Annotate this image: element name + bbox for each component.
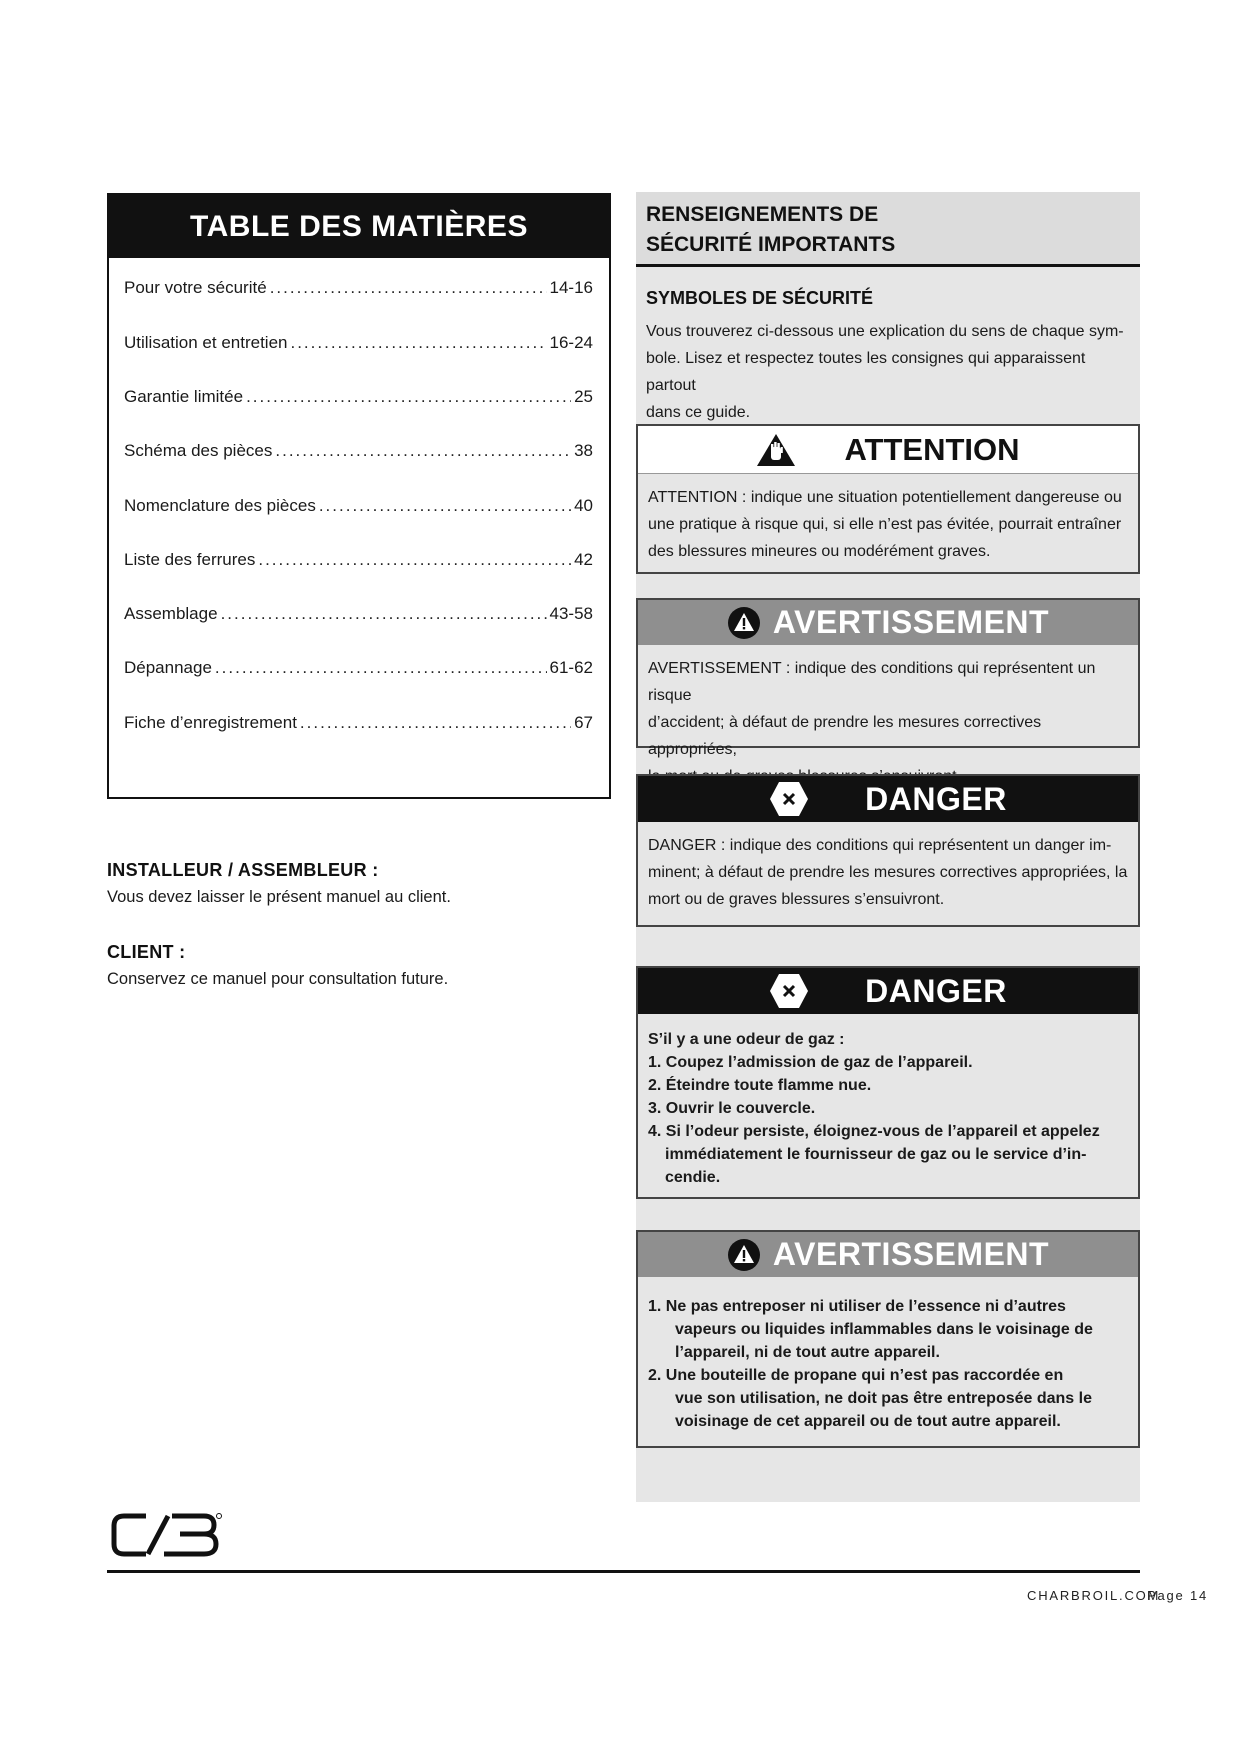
- danger-box: [636, 774, 1140, 927]
- client-text: Conservez ce manuel pour consultation future.: [107, 970, 449, 988]
- text-line: mort ou de graves blessures s’ensuivront.: [648, 891, 945, 908]
- toc-entry-label: Schéma des pièces: [124, 441, 273, 460]
- safety-header: [636, 192, 1140, 267]
- toc-entry-page: 38: [574, 441, 593, 460]
- safety-title: [646, 200, 1006, 260]
- toc-entry[interactable]: [124, 550, 593, 570]
- list-item: 2. Une bouteille de propane qui n’est pas raccordée en: [648, 1367, 1064, 1384]
- toc-entry-label: Pour votre sécurité: [124, 278, 267, 297]
- toc-entry-page: 67: [574, 713, 593, 732]
- toc-entry-label: Liste des ferrures: [124, 550, 256, 569]
- attention-header: [638, 426, 1138, 474]
- symbols-line: bole. Lisez et respectez toutes les consignes qui apparaissent partout: [646, 350, 1086, 394]
- text-line: des blessures mineures ou modérément graves.: [648, 543, 991, 560]
- table-of-contents: [107, 193, 611, 799]
- text-line: ATTENTION : indique une situation potentiellement dangereuse ou: [648, 489, 1122, 506]
- warning-header: [638, 1232, 1138, 1277]
- text-line: DANGER : indique des conditions qui représentent un danger im-: [648, 837, 1112, 854]
- toc-entry-label: Dépannage: [124, 658, 212, 677]
- danger-hexagon-icon: [769, 973, 809, 1009]
- propane-warning-text: [638, 1277, 1138, 1433]
- warning-box: [636, 598, 1140, 758]
- list-item-cont: immédiatement le fournisseur de gaz ou le service d’in-: [665, 1146, 1087, 1163]
- toc-entry-label: Assemblage: [124, 604, 218, 623]
- attention-text: [638, 474, 1138, 565]
- danger-text: [638, 822, 1138, 913]
- safety-title-line: RENSEIGNEMENTS DE: [646, 203, 879, 226]
- list-item: 2. Éteindre toute flamme nue.: [648, 1077, 872, 1094]
- safety-title-line: SÉCURITÉ IMPORTANTS: [646, 233, 896, 256]
- symbols-line: dans ce guide.: [646, 404, 751, 421]
- toc-entry[interactable]: [124, 496, 593, 516]
- toc-entry[interactable]: [124, 713, 593, 733]
- footer-url[interactable]: CHARBROIL.COM: [1027, 1588, 1161, 1603]
- toc-entry[interactable]: [124, 278, 593, 298]
- footer-rule: [107, 1570, 1140, 1573]
- symbols-text: [646, 318, 1134, 426]
- toc-entry-page: 25: [574, 387, 593, 406]
- list-item-cont: voisinage de cet appareil ou de tout autre appareil.: [675, 1413, 1061, 1430]
- toc-entry-page: 16-24: [549, 333, 593, 352]
- danger-hexagon-icon: [769, 781, 809, 817]
- toc-entry-page: 14-16: [549, 278, 593, 297]
- safety-column: [636, 192, 1140, 1502]
- text-line: une pratique à risque qui, si elle n’est pas évitée, pourrait entraîner: [648, 516, 1122, 533]
- text-line: d’accident; à défaut de prendre les mesures correctives appropriées,: [648, 714, 1042, 758]
- warning-triangle-icon: [727, 1238, 761, 1272]
- toc-entry-page: 43-58: [549, 604, 593, 623]
- text-line: AVERTISSEMENT : indique des conditions qui représentent un risque: [648, 660, 1096, 704]
- toc-entry[interactable]: [124, 604, 593, 624]
- danger-label: DANGER: [865, 780, 1007, 817]
- toc-entry[interactable]: [124, 441, 593, 461]
- client-heading: CLIENT :: [107, 942, 186, 962]
- list-item: 4. Si l’odeur persiste, éloignez-vous de l’appareil et appelez: [648, 1123, 1100, 1140]
- list-item-cont: vue son utilisation, ne doit pas être entreposée dans le: [675, 1390, 1092, 1407]
- list-item: 1. Coupez l’admission de gaz de l’appareil.: [648, 1054, 973, 1071]
- list-item: 1. Ne pas entreposer ni utiliser de l’essence ni d’autres: [648, 1298, 1066, 1315]
- warning-label: AVERTISSEMENT: [772, 604, 1050, 640]
- toc-entry[interactable]: [124, 658, 593, 678]
- toc-entry-page: 42: [574, 550, 593, 569]
- danger-header: [638, 776, 1138, 822]
- toc-title: TABLE DES MATIÈRES: [109, 195, 609, 258]
- list-item-cont: vapeurs ou liquides inflammables dans le voisinage de: [675, 1321, 1093, 1338]
- symbols-line: Vous trouverez ci-dessous une explication du sens de chaque sym-: [646, 323, 1124, 340]
- toc-entry-label: Garantie limitée: [124, 387, 244, 406]
- symbols-heading: SYMBOLES DE SÉCURITÉ: [646, 288, 874, 308]
- charbroil-logo: [110, 1512, 224, 1563]
- danger-label: DANGER: [865, 972, 1007, 1009]
- text-line: S’il y a une odeur de gaz :: [648, 1031, 845, 1048]
- gas-danger-text: [638, 1014, 1138, 1189]
- propane-warning-box: [636, 1230, 1140, 1448]
- page-number: Page 14: [1147, 1588, 1209, 1603]
- toc-entry[interactable]: [124, 387, 593, 407]
- toc-entry-page: 61-62: [549, 658, 593, 677]
- list-item-cont: cendie.: [665, 1169, 721, 1186]
- toc-entry-label: Utilisation et entretien: [124, 333, 288, 352]
- attention-box: [636, 424, 1140, 574]
- danger-header: [638, 968, 1138, 1014]
- toc-entry[interactable]: [124, 333, 593, 353]
- gas-danger-box: [636, 966, 1140, 1199]
- warning-label: AVERTISSEMENT: [772, 1236, 1050, 1272]
- toc-entry-page: 40: [574, 496, 593, 515]
- caution-hand-icon: [756, 433, 796, 467]
- installer-text: Vous devez laisser le présent manuel au client.: [107, 888, 451, 906]
- attention-label: ATTENTION: [844, 431, 1020, 467]
- toc-entry-label: Fiche d’enregistrement: [124, 713, 297, 732]
- installer-heading: INSTALLEUR / ASSEMBLEUR :: [107, 860, 379, 880]
- warning-text: [638, 645, 1138, 790]
- text-line: minent; à défaut de prendre les mesures correctives appropriées, la: [648, 864, 1128, 881]
- list-item: 3. Ouvrir le couvercle.: [648, 1100, 816, 1117]
- warning-header: [638, 600, 1138, 645]
- warning-triangle-icon: [727, 606, 761, 640]
- list-item-cont: l’appareil, ni de tout autre appareil.: [675, 1344, 940, 1361]
- toc-entry-label: Nomenclature des pièces: [124, 496, 316, 515]
